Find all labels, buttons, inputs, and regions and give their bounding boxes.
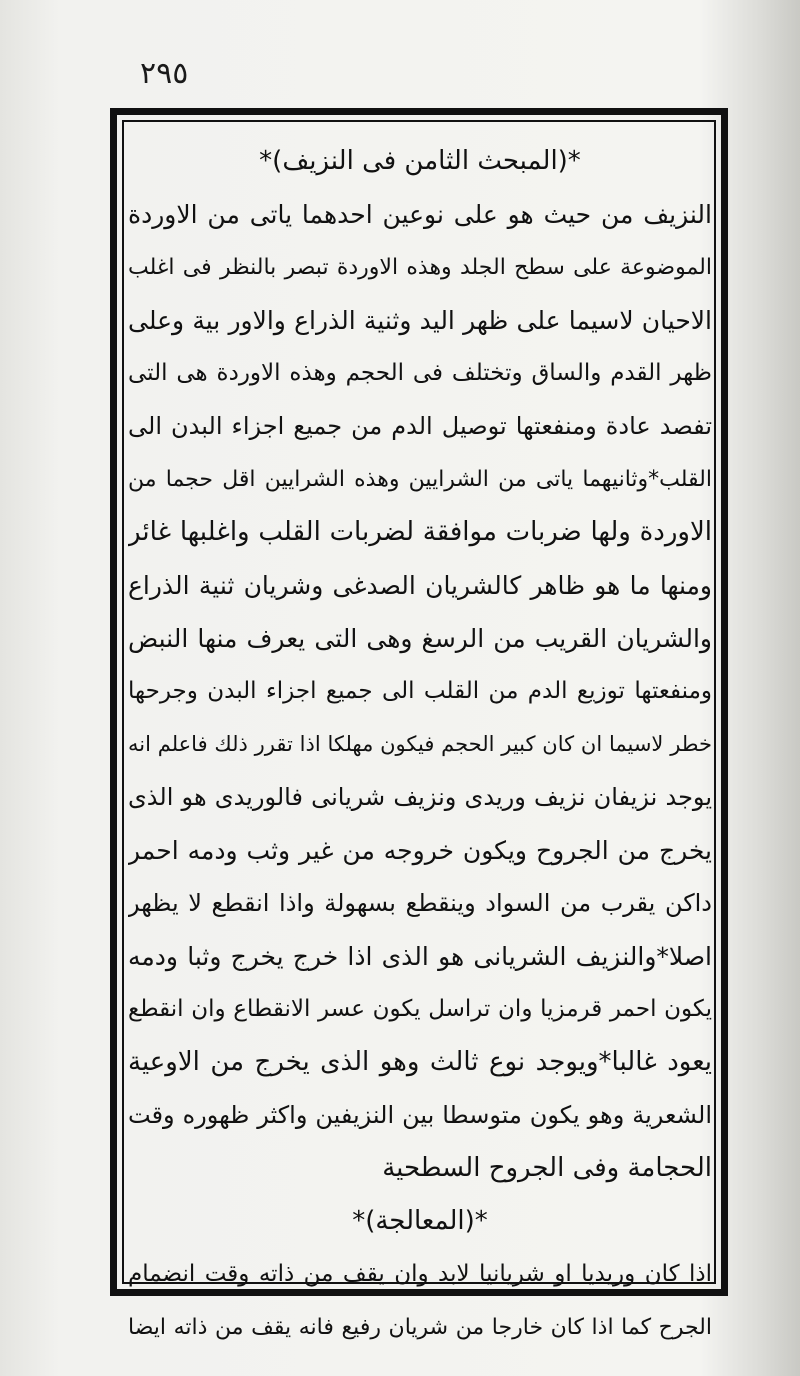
treatment-line: اذا كان وريديا او شريانيا لابد وان يقف من ذاته وقت انضمام xyxy=(128,1261,712,1287)
body-line: النزيف من حيث هو على نوعين احدهما ياتى من الاوردة xyxy=(128,200,712,229)
body-line: يخرج من الجروح ويكون خروجه من غير وثب ودمه احمر xyxy=(128,836,712,865)
body-line: ومنها ما هو ظاهر كالشريان الصدغى وشريان ثنية الذراع xyxy=(128,571,712,600)
body-line: اصلا*والنزيف الشريانى هو الذى اذا خرج يخرج وثبا ودمه xyxy=(128,942,712,971)
body-line: الاحيان لاسيما على ظهر اليد وثنية الذراع والاور بية وعلى xyxy=(128,306,712,335)
body-line: يعود غالبا*ويوجد نوع ثالث وهو الذى يخرج من الاوعية xyxy=(128,1047,712,1077)
subheading: *(المعالجة)* xyxy=(352,1206,488,1236)
text-block xyxy=(128,135,712,1354)
body-line: ومنفعتها توزيع الدم من القلب الى جميع اجزاء البدن وجرحها xyxy=(128,678,712,704)
body-line: والشريان القريب من الرسغ وهى التى يعرف منها النبض xyxy=(128,624,712,653)
body-line: خطر لاسيما ان كان كبير الحجم فيكون مهلكا اذا تقرر ذلك فاعلم انه xyxy=(128,732,712,756)
body-line: تفصد عادة ومنفعتها توصيل الدم من جميع اجزاء البدن الى xyxy=(128,412,712,440)
body-line: ظهر القدم والساق وتختلف فى الحجم وهذه الاوردة هى التى xyxy=(128,360,712,386)
section-title: *(المبحث الثامن فى النزيف)* xyxy=(259,146,581,176)
body-line-last: الحجامة وفى الجروح السطحية xyxy=(382,1153,712,1183)
body-line: داكن يقرب من السواد وينقطع بسهولة واذا انقطع لا يظهر xyxy=(128,889,712,917)
body-line: الموضوعة على سطح الجلد وهذه الاوردة تبصر بالنظر فى اغلب xyxy=(128,255,712,280)
treatment-line: الجرح كما اذا كان خارجا من شريان رفيع فانه يقف من ذاته ايضا xyxy=(128,1315,712,1340)
body-line: الشعرية وهو يكون متوسطا بين النزيفين واكثر ظهوره وقت xyxy=(128,1101,712,1129)
body-line: الاوردة ولها ضربات موافقة لضربات القلب واغلبها غائر xyxy=(128,517,712,547)
page-number: ٢٩٥ xyxy=(140,56,189,91)
body-line: يكون احمر قرمزيا وان تراسل يكون عسر الانقطاع وان انقطع xyxy=(128,996,712,1022)
body-line: يوجد نزيفان نزيف وريدى ونزيف شريانى فالوريدى هو الذى xyxy=(128,783,712,811)
body-line: القلب*وثانيهما ياتى من الشرايين وهذه الشرايين اقل حجما من xyxy=(128,467,712,492)
